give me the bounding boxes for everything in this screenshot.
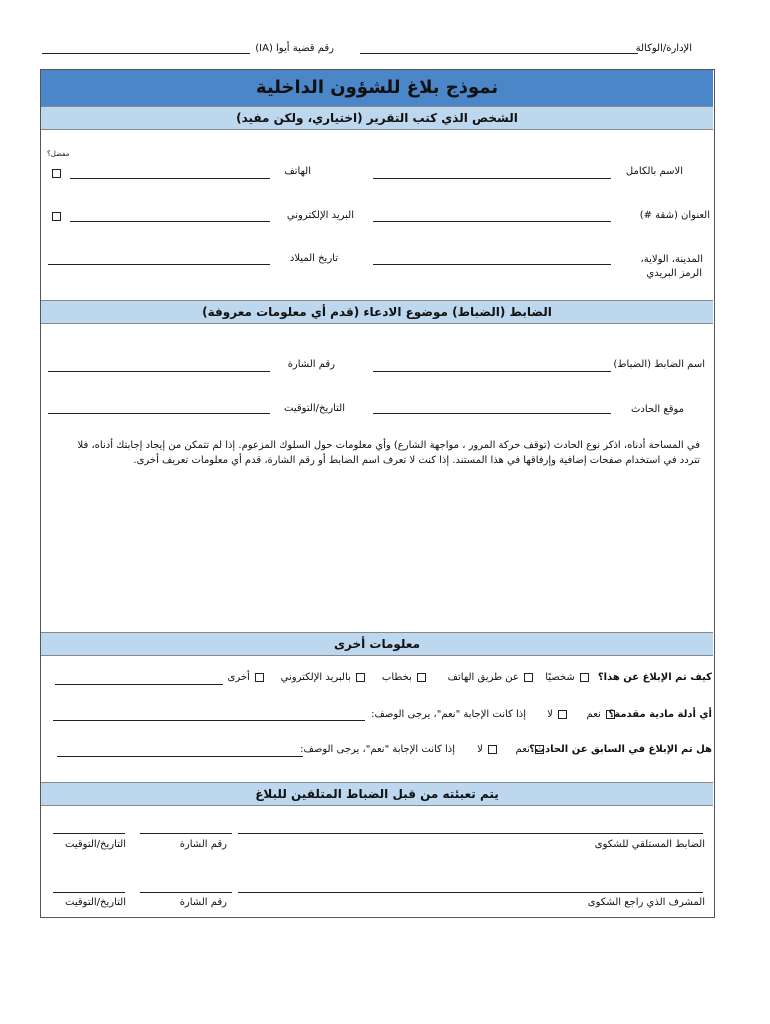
- supervisor-badge-field[interactable]: [140, 892, 232, 893]
- incident-location-field[interactable]: [373, 413, 611, 414]
- phone-field[interactable]: [70, 178, 270, 179]
- checkbox[interactable]: [558, 710, 567, 719]
- address-field[interactable]: [373, 221, 611, 222]
- phone-preferred-checkbox[interactable]: [52, 169, 61, 178]
- section-other-info-heading: معلومات أخرى: [41, 632, 713, 656]
- officer-name-label: اسم الضابط (الضباط): [613, 359, 705, 370]
- supervisor-datetime-field[interactable]: [53, 892, 125, 893]
- option-letter[interactable]: بخطاب: [382, 672, 428, 683]
- department-field[interactable]: [360, 53, 638, 54]
- preferred-label: مفضل؟: [47, 150, 70, 158]
- previous-no[interactable]: لا: [477, 744, 499, 755]
- officer-name-field[interactable]: [373, 371, 611, 372]
- address-label: العنوان (شقة #): [639, 210, 710, 221]
- supervisor-datetime-label: التاريخ/التوقيت: [65, 897, 126, 908]
- receiving-officer-label: الضابط المستلقي للشكوى: [594, 839, 705, 850]
- zip-label: الرمز البريدي: [646, 268, 702, 279]
- section-receiving-officers-heading: يتم تعبئته من قبل الضباط المتلقين للبلاغ: [41, 782, 713, 806]
- email-label: البريد الإلكتروني: [286, 210, 354, 221]
- full-name-label: الاسم بالكامل: [625, 166, 683, 177]
- city-state-label: المدينة، الولاية،: [640, 254, 703, 265]
- birth-date-label: تاريخ الميلاد: [289, 253, 338, 264]
- evidence-describe-note: إذا كانت الإجابة "نعم"، يرجى الوصف:: [371, 709, 526, 720]
- checkbox[interactable]: [535, 745, 544, 754]
- receiving-officer-field[interactable]: [238, 833, 703, 834]
- incident-instructions: في المساحة أدناه، اذكر نوع الحادث (توقف حركة المرور ، مواجهة الشارع) وأي معلومات حول السلوك المزعوم. إذا لم تتمكن من إيجاد إجابتك أدناه، فلا تتردد في استخدام صفحات إضافية وإرفاقها في هذا المستند. إذا كنت لا تعرف اسم الضابط أو رقم الشارة، قدم أي معلومات تعريف أخرى.: [77, 440, 700, 466]
- option-phone[interactable]: عن طريق الهاتف: [448, 672, 535, 683]
- checkbox[interactable]: [417, 673, 426, 682]
- previous-describe-note: إذا كانت الإجابة "نعم"، يرجى الوصف:: [300, 744, 455, 755]
- city-state-zip-field[interactable]: [373, 264, 611, 265]
- incident-location-label: موقع الحادث: [631, 404, 684, 415]
- receiving-badge-label: رقم الشارة: [179, 839, 227, 850]
- option-in-person[interactable]: شخصيًا: [545, 672, 591, 683]
- receiving-badge-field[interactable]: [140, 833, 232, 834]
- section-reporter-heading: الشخص الذي كتب التقرير (اختياري، ولكن مفيد): [41, 106, 713, 130]
- case-number-field[interactable]: [42, 53, 250, 54]
- email-field[interactable]: [70, 221, 270, 222]
- evidence-yes[interactable]: نعم: [587, 709, 617, 720]
- previously-reported-label: هل تم الإبلاغ في السابق عن الحادث؟: [529, 744, 712, 755]
- full-name-field[interactable]: [373, 178, 611, 179]
- department-label: الإدارة/الوكالة: [635, 43, 692, 54]
- supervisor-badge-label: رقم الشارة: [179, 897, 227, 908]
- physical-evidence-label: أي أدلة مادية مقدمة؟: [608, 709, 712, 720]
- officer-badge-field[interactable]: [48, 371, 270, 372]
- birth-date-field[interactable]: [48, 264, 270, 265]
- checkbox[interactable]: [255, 673, 264, 682]
- option-email[interactable]: بالبريد الإلكتروني: [281, 672, 367, 683]
- other-method-field[interactable]: [55, 684, 223, 685]
- incident-description-area[interactable]: [48, 480, 704, 628]
- incident-datetime-label: التاريخ/التوقيت: [284, 403, 345, 414]
- incident-datetime-field[interactable]: [48, 413, 270, 414]
- phone-label: الهاتف: [284, 166, 311, 177]
- section-officer-heading: الضابط (الضباط) موضوع الادعاء (قدم أي معلومات معروفة): [41, 300, 713, 324]
- previous-yes[interactable]: نعم: [516, 744, 546, 755]
- checkbox[interactable]: [580, 673, 589, 682]
- evidence-no[interactable]: لا: [547, 709, 569, 720]
- officer-badge-label: رقم الشارة: [287, 359, 335, 370]
- how-reported-label: كيف تم الإبلاغ عن هذا؟: [597, 672, 712, 683]
- email-preferred-checkbox[interactable]: [52, 212, 61, 221]
- checkbox[interactable]: [356, 673, 365, 682]
- previous-description-field[interactable]: [57, 756, 303, 757]
- case-number-label: رقم قضية أيوا (IA): [255, 43, 334, 54]
- evidence-description-field[interactable]: [53, 720, 365, 721]
- option-other[interactable]: أخرى: [228, 672, 267, 683]
- supervisor-label: المشرف الذي راجع الشكوى: [587, 897, 705, 908]
- receiving-datetime-label: التاريخ/التوقيت: [65, 839, 126, 850]
- checkbox[interactable]: [606, 710, 615, 719]
- checkbox[interactable]: [524, 673, 533, 682]
- form-title: نموذج بلاغ للشؤون الداخلية: [41, 70, 713, 107]
- checkbox[interactable]: [488, 745, 497, 754]
- supervisor-field[interactable]: [238, 892, 703, 893]
- receiving-datetime-field[interactable]: [53, 833, 125, 834]
